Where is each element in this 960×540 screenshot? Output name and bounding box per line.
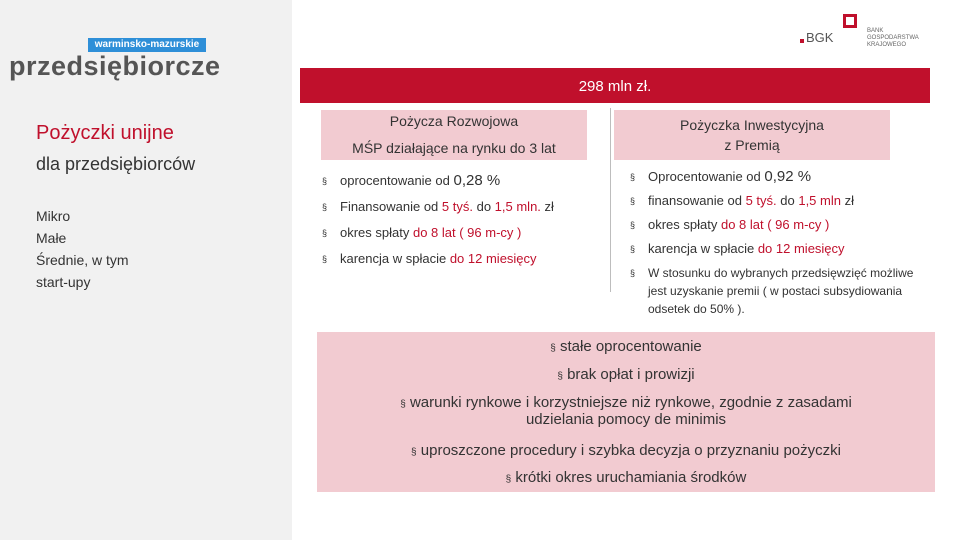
left-panel xyxy=(0,0,292,540)
common-features xyxy=(317,332,935,492)
size-item: Małe xyxy=(36,230,67,246)
list-item: § finansowanie od 5 tyś. do 1,5 mln zł xyxy=(630,193,854,208)
page-subtitle: dla przedsiębiorców xyxy=(36,154,196,174)
rozwojowa-header xyxy=(321,110,587,160)
list-item: § W stosunku do wybranych przedsięwzięć możliwe jest uzyskanie premii ( w postaci subsydiowania odsetek do 50% ). xyxy=(630,266,914,316)
list-item: § okres spłaty do 8 lat ( 96 m-cy ) xyxy=(630,217,830,232)
bullet-icon: § xyxy=(630,172,636,182)
bullet-icon: § xyxy=(322,228,328,238)
feature-item: § stałe oprocentowanie xyxy=(550,338,702,355)
bullet-icon: § xyxy=(557,371,563,382)
list-item: § karencja w spłacie do 12 miesięcy xyxy=(630,241,845,256)
list-item: § Oprocentowanie od 0,92 % xyxy=(630,168,812,185)
rozwojowa-terms xyxy=(322,172,607,276)
feature-item: § uproszczone procedury i szybka decyzja o przyznaniu pożyczki xyxy=(411,442,841,459)
inwestycyjna-terms xyxy=(630,168,930,324)
bullet-icon: § xyxy=(630,220,636,230)
feature-item: § brak opłat i prowizji xyxy=(557,366,695,383)
logo-region-tag: warminsko-mazurskie xyxy=(88,38,206,52)
bullet-icon: § xyxy=(550,343,556,354)
bullet-icon: § xyxy=(630,268,636,278)
bullet-icon: § xyxy=(322,176,328,186)
list-item: § karencja w spłacie do 12 miesięcy xyxy=(322,251,537,266)
list-item: § oprocentowanie od 0,28 % xyxy=(322,172,501,189)
size-item: start-upy xyxy=(36,274,91,290)
bgk-name: BGK xyxy=(806,30,834,45)
logo-wordmark: przedsiębiorcze xyxy=(9,51,221,81)
feature-item: § warunki rynkowe i korzystniejsze niż rynkowe, zgodnie z zasadami udzielania pomocy de minimis xyxy=(400,394,852,428)
company-size-list xyxy=(36,205,129,293)
list-item: § Finansowanie od 5 tyś. do 1,5 mln. zł xyxy=(322,199,554,214)
inwestycyjna-title: Pożyczka Inwestycyjna xyxy=(680,117,824,133)
bullet-icon: § xyxy=(322,254,328,264)
bgk-square-icon xyxy=(843,14,857,28)
bgk-logo xyxy=(800,14,930,48)
size-item: Średnie, w tym xyxy=(36,252,129,268)
bullet-icon: § xyxy=(505,474,512,485)
rozwojowa-title: Pożycza Rozwojowa xyxy=(389,113,519,129)
list-item: § okres spłaty do 8 lat ( 96 m-cy ) xyxy=(322,225,522,240)
bullet-icon: § xyxy=(411,447,417,458)
inwestycyjna-header xyxy=(614,110,890,160)
column-divider xyxy=(610,108,611,292)
amount-banner: 298 mln zł. xyxy=(300,68,930,103)
feature-item: § krótki okres uruchamiania środków xyxy=(505,469,747,486)
page-title: Pożyczki unijne xyxy=(36,122,174,144)
size-item: Mikro xyxy=(36,208,71,224)
bgk-fullname: BANK GOSPODARSTWA KRAJOWEGO xyxy=(867,28,919,48)
bgk-dot-icon xyxy=(800,39,804,43)
bullet-icon: § xyxy=(630,196,636,206)
bullet-icon: § xyxy=(322,202,328,212)
bullet-icon: § xyxy=(400,399,406,410)
rozwojowa-target: MŚP działające na rynku do 3 lat xyxy=(352,140,556,156)
inwestycyjna-subtitle: z Premią xyxy=(724,137,780,153)
bullet-icon: § xyxy=(630,244,636,254)
